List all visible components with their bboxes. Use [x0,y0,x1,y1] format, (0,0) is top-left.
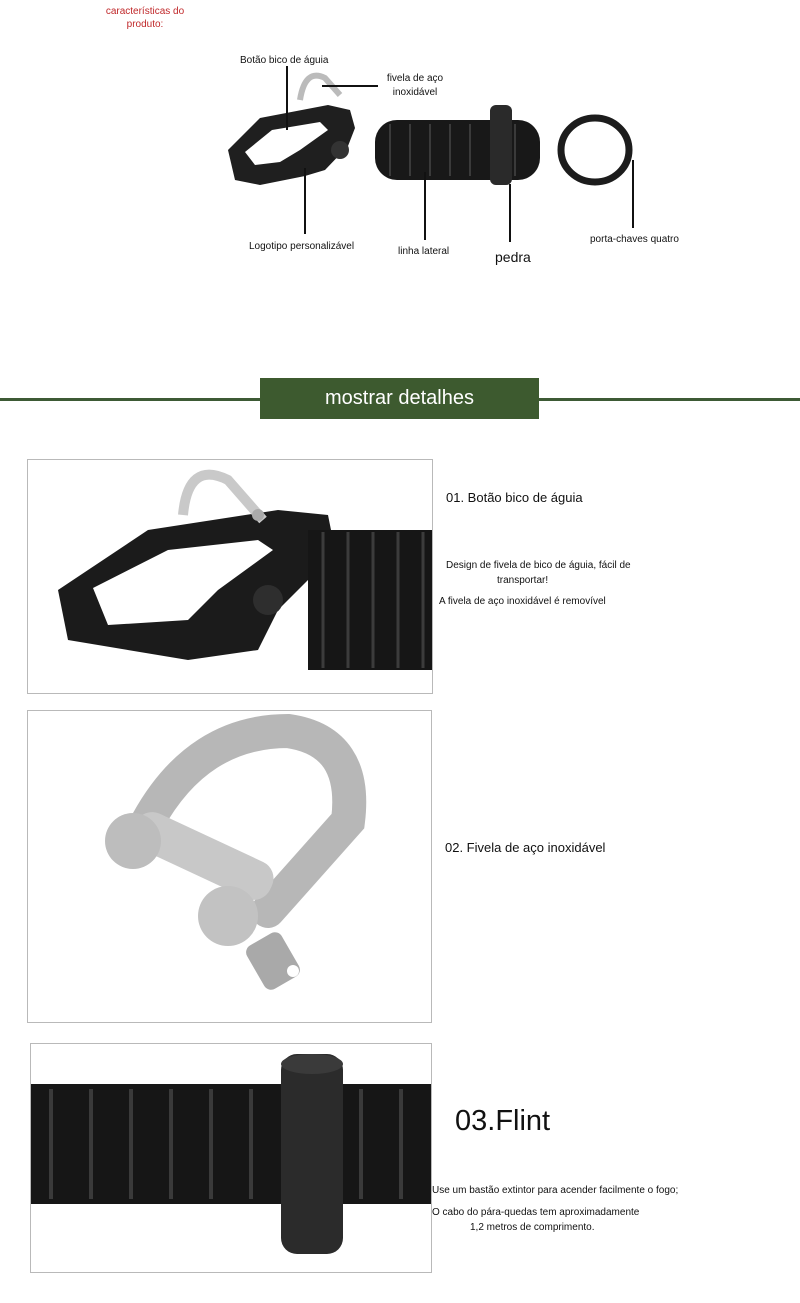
detail-3-title: 03.Flint [455,1105,551,1137]
arrow-keyring [632,160,634,228]
features-heading: características do produto: [105,6,185,30]
detail-image-flint [30,1043,432,1273]
label-hook: Botão bico de águia [240,55,329,66]
divider-left [0,398,260,401]
detail-1-desc-1: Design de fivela de bico de águia, fácil de [446,560,631,571]
label-steel-buckle: fivela de aço inoxidável [386,73,444,98]
detail-image-hook [27,459,433,694]
arrow-side-line [424,172,426,240]
section-banner: mostrar detalhes [260,378,539,419]
arrow-stone [509,184,511,242]
detail-2-title: 02. Fivela de aço inoxidável [445,840,606,855]
arrow-steel-buckle [322,85,378,87]
detail-3-desc-1: Use um bastão extintor para acender facilmente o fogo; [432,1185,679,1196]
arrow-hook [286,66,288,130]
label-side-line: linha lateral [398,246,450,257]
detail-1-desc-3: A fivela de aço inoxidável é removível [439,596,606,607]
label-logo: Logotipo personalizável [249,241,355,252]
detail-3-desc-2: O cabo do pára-quedas tem aproximadamente [432,1207,640,1218]
label-stone: pedra [495,249,531,265]
divider-right [539,398,800,401]
label-keyring: porta-chaves quatro [590,234,679,245]
product-diagram-image [200,50,700,210]
detail-3-desc-3: 1,2 metros de comprimento. [470,1222,595,1233]
detail-1-desc-2: transportar! [497,575,549,586]
arrow-logo [304,168,306,234]
detail-image-shackle [27,710,432,1023]
detail-1-title: 01. Botão bico de águia [446,490,583,505]
